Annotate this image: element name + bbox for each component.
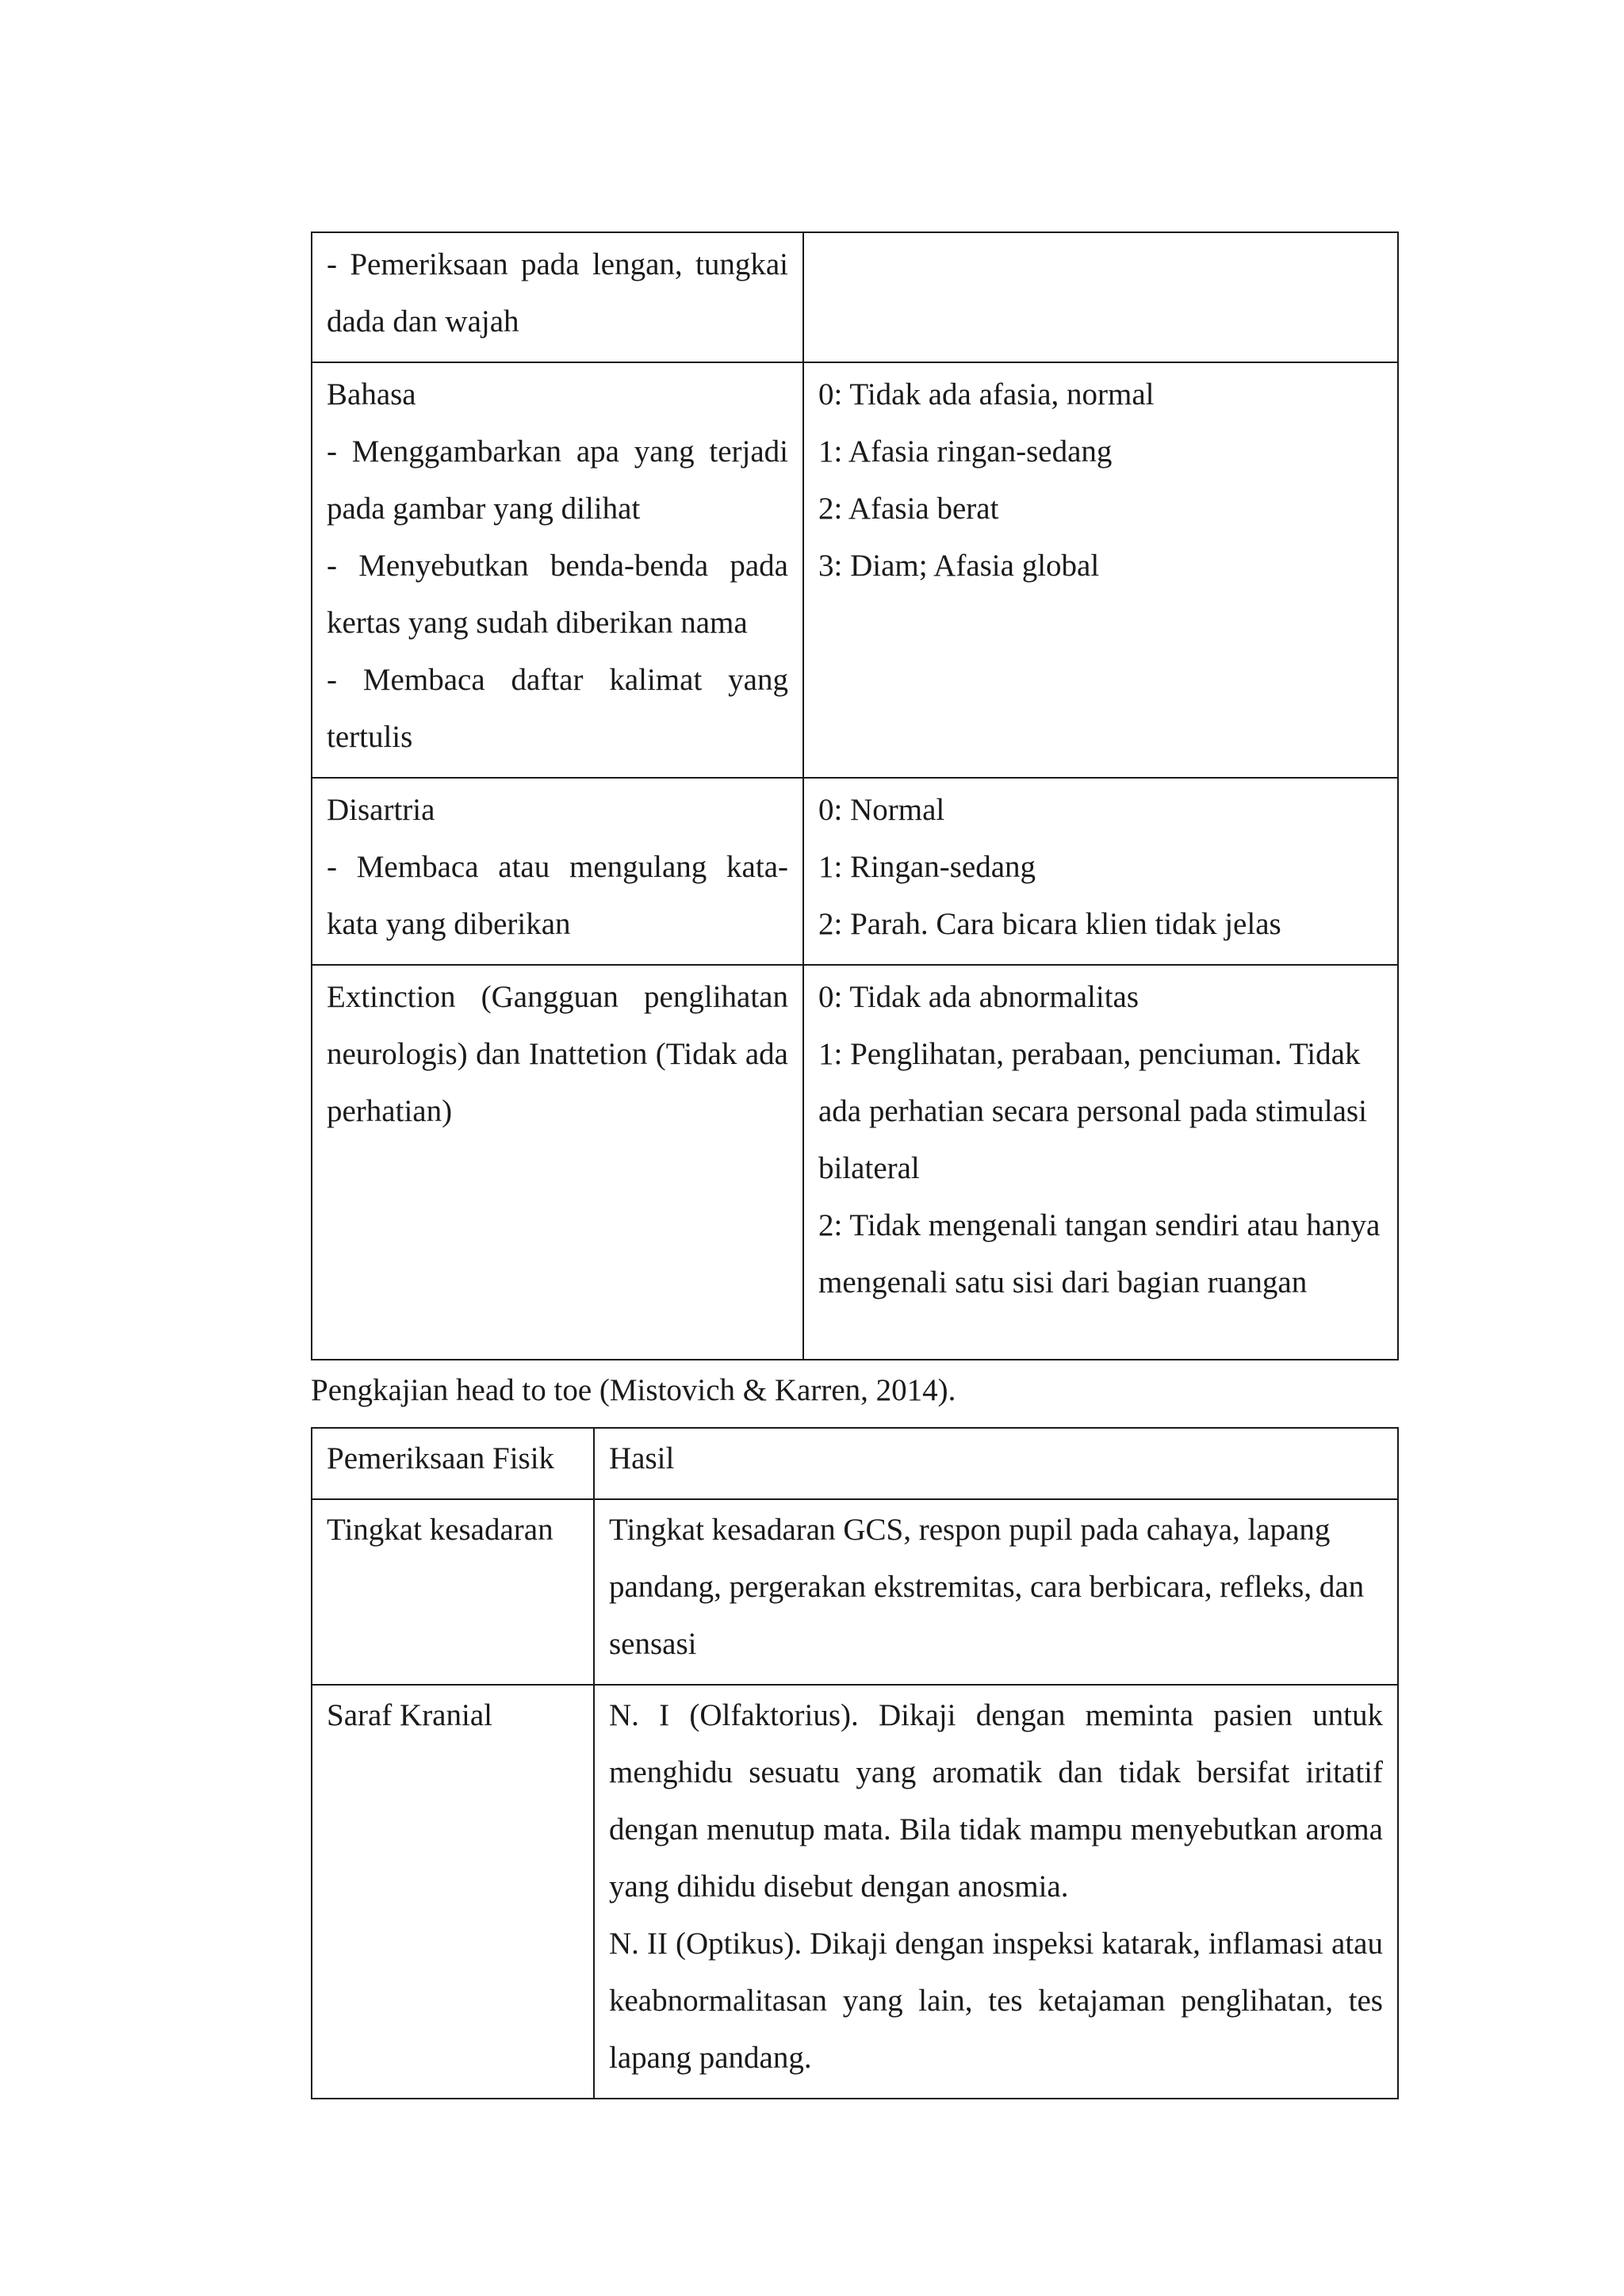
- head-to-toe-table: [311, 1427, 1399, 2099]
- score-text: 1: Ringan-sedang: [818, 850, 1036, 884]
- exam-result-text: Tingkat kesadaran GCS, respon pupil pada cahaya, lapang pandang, pergerakan ekstremitas, cara berbicara, refleks, dan sensasi: [609, 1513, 1365, 1661]
- exam-result-text: N. I (Olfaktorius). Dikaji dengan meminta pasien untuk menghidu sesuatu yang aromatik dan tidak bersifat iritatif dengan menutup mata. Bila tidak mampu menyebutkan aroma yang dihidu disebut dengan anosmia.: [609, 1698, 1383, 1904]
- criteria-heading: Bahasa: [327, 377, 416, 411]
- score-text: 0: Tidak ada afasia, normal: [818, 377, 1155, 411]
- criteria-text: Extinction (Gangguan penglihatan neurologis) dan Inattetion (Tidak ada perhatian): [327, 980, 788, 1128]
- score-text: 1: Penglihatan, perabaan, penciuman. Tidak ada perhatian secara personal pada stimulasi bilateral: [818, 1037, 1367, 1185]
- score-cell: [803, 362, 1398, 778]
- criteria-heading: Disartria: [327, 793, 435, 827]
- criteria-cell: [312, 362, 803, 778]
- criteria-text: - Menyebutkan benda-benda pada kertas yang sudah diberikan nama: [327, 549, 788, 640]
- table-row: [312, 232, 1398, 362]
- nihss-table: [311, 232, 1399, 1360]
- table-row: [312, 362, 1398, 778]
- criteria-text: - Menggambarkan apa yang terjadi pada gambar yang dilihat: [327, 434, 788, 526]
- score-text: 0: Normal: [818, 793, 945, 827]
- criteria-text: - Membaca daftar kalimat yang tertulis: [327, 663, 788, 754]
- table-row: [312, 778, 1398, 965]
- score-cell: [803, 965, 1398, 1360]
- exam-label: Tingkat kesadaran: [312, 1499, 594, 1685]
- exam-result-text: N. II (Optikus). Dikaji dengan inspeksi katarak, inflamasi atau keabnormalitasan yang lain, tes ketajaman penglihatan, tes lapang pandang.: [609, 1927, 1383, 2075]
- criteria-cell: [312, 778, 803, 965]
- criteria-text: - Membaca atau mengulang kata-kata yang diberikan: [327, 850, 788, 941]
- score-text: 2: Tidak mengenali tangan sendiri atau hanya mengenali satu sisi dari bagian ruangan: [818, 1208, 1381, 1299]
- score-cell: [803, 778, 1398, 965]
- criteria-text: - Pemeriksaan pada lengan, tungkai dada dan wajah: [327, 247, 788, 339]
- score-text: 0: Tidak ada abnormalitas: [818, 980, 1139, 1014]
- exam-result-cell: [594, 1499, 1398, 1685]
- score-text: 1: Afasia ringan-sedang: [818, 434, 1113, 469]
- score-text: 2: Parah. Cara bicara klien tidak jelas: [818, 907, 1281, 941]
- score-cell: [803, 232, 1398, 362]
- criteria-cell: [312, 965, 803, 1360]
- table-header-row: [312, 1428, 1398, 1499]
- exam-label: Saraf Kranial: [312, 1685, 594, 2099]
- table-row: [312, 1685, 1398, 2099]
- column-header: Pemeriksaan Fisik: [312, 1428, 594, 1499]
- table-row: [312, 1499, 1398, 1685]
- score-text: 2: Afasia berat: [818, 492, 999, 526]
- score-text: 3: Diam; Afasia global: [818, 549, 1100, 583]
- column-header: Hasil: [594, 1428, 1398, 1499]
- criteria-cell: [312, 232, 803, 362]
- exam-result-cell: [594, 1685, 1398, 2099]
- table-row: [312, 965, 1398, 1360]
- table-caption: Pengkajian head to toe (Mistovich & Karren, 2014).: [311, 1373, 956, 1407]
